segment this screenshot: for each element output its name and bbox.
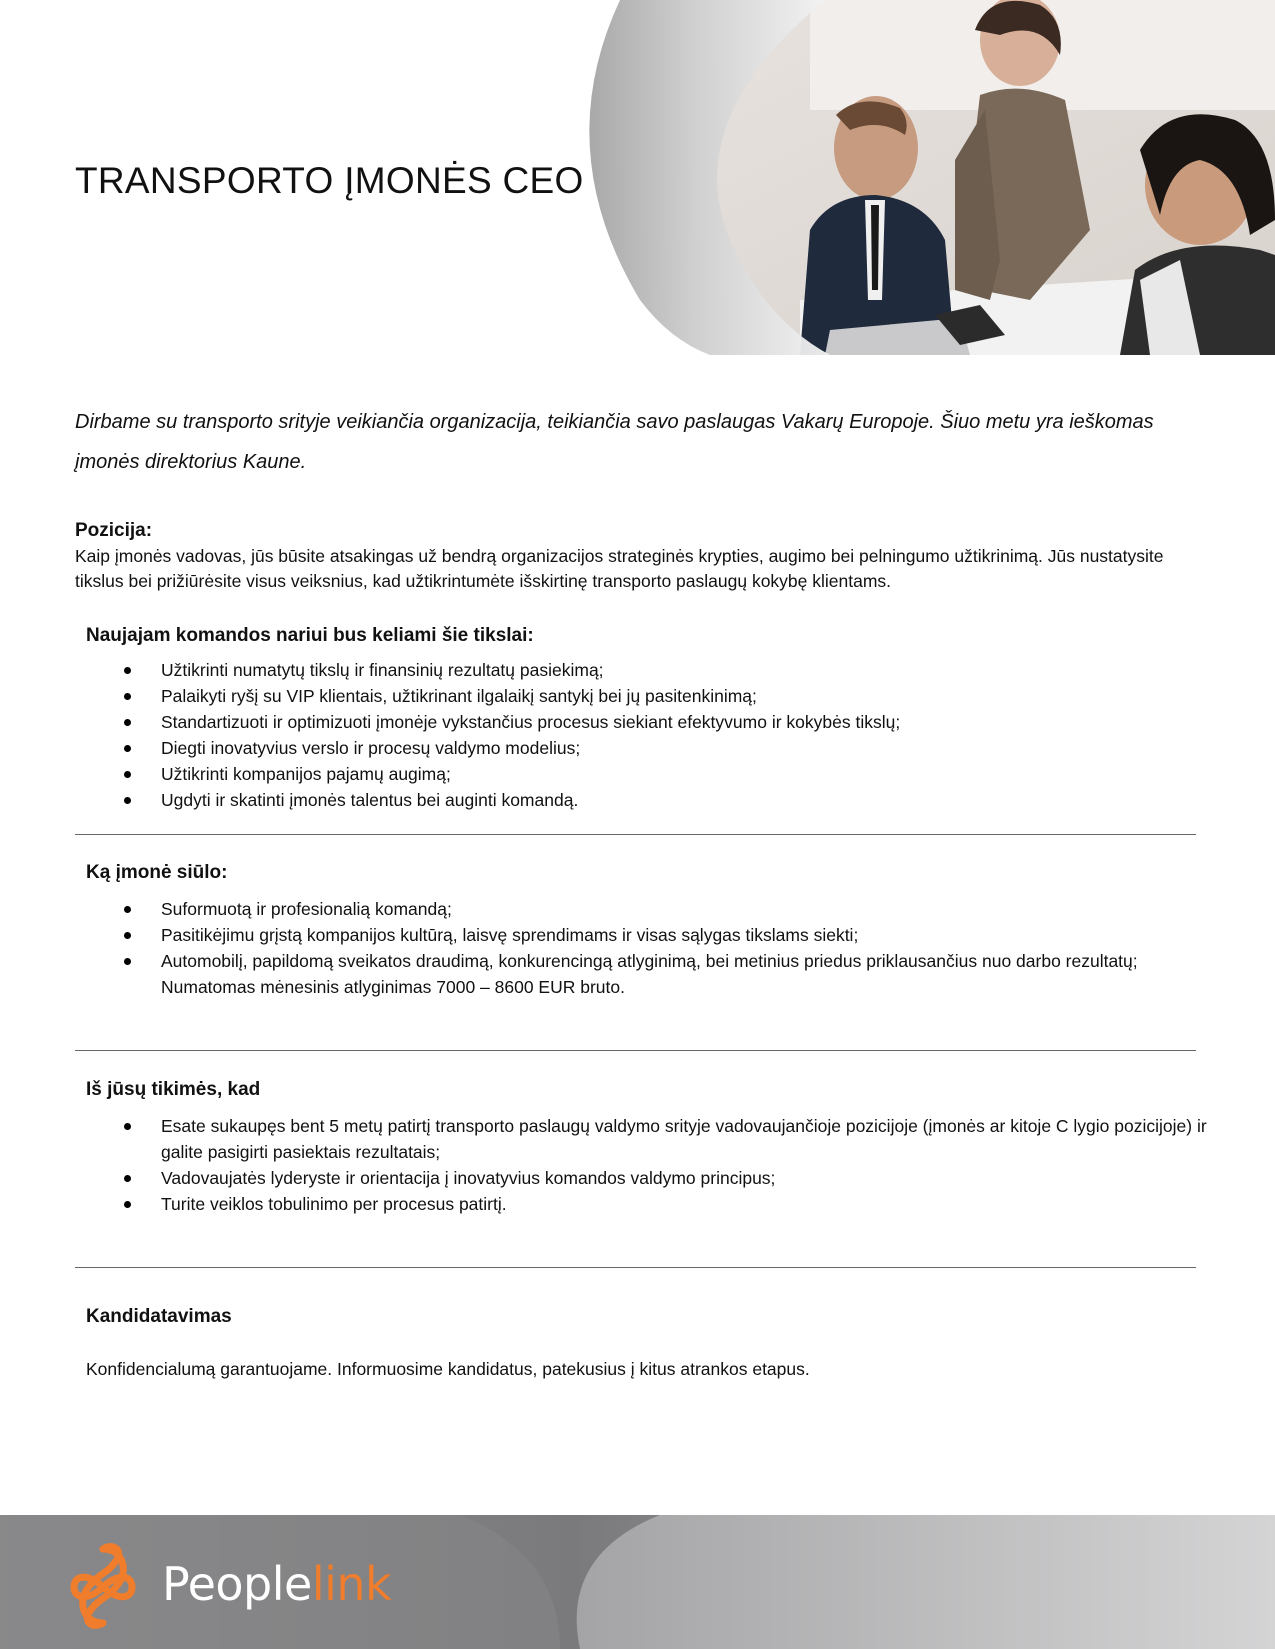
application-heading: Kandidatavimas <box>86 1306 232 1327</box>
list-item: Turite veiklos tobulinimo per procesus patirtį. <box>161 1191 1216 1217</box>
goals-heading: Naujajam komandos nariui bus keliami šie tikslai: <box>86 625 534 646</box>
offer-section <box>86 862 1216 1000</box>
list-item: Suformuotą ir profesionalią komandą; <box>161 896 1216 922</box>
offer-heading: Ką įmonė siūlo: <box>86 862 228 883</box>
list-item: Esate sukaupęs bent 5 metų patirtį transporto paslaugų valdymo srityje vadovaujančioje pozicijoje (įmonės ar kitoje C lygio pozicijoje) ir galite pasigirti pasiektais rezultatais; <box>161 1113 1216 1165</box>
expectations-heading: Iš jūsų tikimės, kad <box>86 1079 261 1100</box>
peoplelink-logo-icon <box>68 1541 138 1631</box>
page-title: TRANSPORTO ĮMONĖS CEO <box>75 160 584 201</box>
position-heading: Pozicija: <box>75 520 153 541</box>
list-item: Standartizuoti ir optimizuoti įmonėje vykstančius procesus siekiant efektyvumo ir kokybės tikslų; <box>161 709 1216 735</box>
divider <box>75 1267 1196 1268</box>
office-meeting-photo <box>560 0 1275 355</box>
list-item: Ugdyti ir skatinti įmonės talentus bei auginti komandą. <box>161 787 1216 813</box>
expectations-section <box>86 1079 1216 1217</box>
list-item: Palaikyti ryšį su VIP klientais, užtikrinant ilgalaikį santykį bei jų pasitenkinimą; <box>161 683 1216 709</box>
list-item: Automobilį, papildomą sveikatos draudimą, konkurencingą atlyginimą, bei metinius priedus priklausančius nuo darbo rezultatų; Numatomas mėnesinis atlyginimas 7000 – 8600 EUR bruto. <box>161 948 1216 1000</box>
position-text: Kaip įmonės vadovas, jūs būsite atsakingas už bendrą organizacijos strateginės krypties, augimo bei pelningumo užtikrinimą. Jūs nustatysite tikslus bei prižiūrėsite visus veiksnius, kad užtikrintumėte išskirtinę transporto paslaugų kokybę klientams. <box>75 546 1164 591</box>
intro-text: Dirbame su transporto srityje veikiančia organizacija, teikiančia savo paslaugas Vakarų Europoje. Šiuo metu yra ieškomas įmonės direktorius Kaune. <box>75 411 1154 473</box>
logo-part-people: People <box>162 1557 312 1611</box>
goals-list <box>86 657 1216 813</box>
footer-band <box>0 1515 1275 1649</box>
goals-section <box>86 625 1216 813</box>
expectations-list <box>86 1113 1216 1217</box>
list-item: Vadovaujatės lyderyste ir orientacija į inovatyvius komandos valdymo principus; <box>161 1165 1216 1191</box>
header-photo <box>560 0 1275 355</box>
divider <box>75 834 1196 835</box>
list-item: Diegti inovatyvius verslo ir procesų valdymo modelius; <box>161 735 1216 761</box>
application-section <box>86 1306 1216 1382</box>
application-text: Konfidencialumą garantuojame. Informuosime kandidatus, patekusius į kitus atrankos etapus. <box>86 1359 810 1379</box>
divider <box>75 1050 1196 1051</box>
logo-part-link: link <box>311 1557 392 1611</box>
offer-list <box>86 896 1216 1000</box>
list-item: Užtikrinti numatytų tikslų ir finansinių rezultatų pasiekimą; <box>161 657 1216 683</box>
peoplelink-logo-text <box>162 1557 391 1611</box>
list-item: Užtikrinti kompanijos pajamų augimą; <box>161 761 1216 787</box>
position-section <box>75 520 1215 594</box>
list-item: Pasitikėjimu grįstą kompanijos kultūrą, laisvę sprendimams ir visas sąlygas tikslams siekti; <box>161 922 1216 948</box>
